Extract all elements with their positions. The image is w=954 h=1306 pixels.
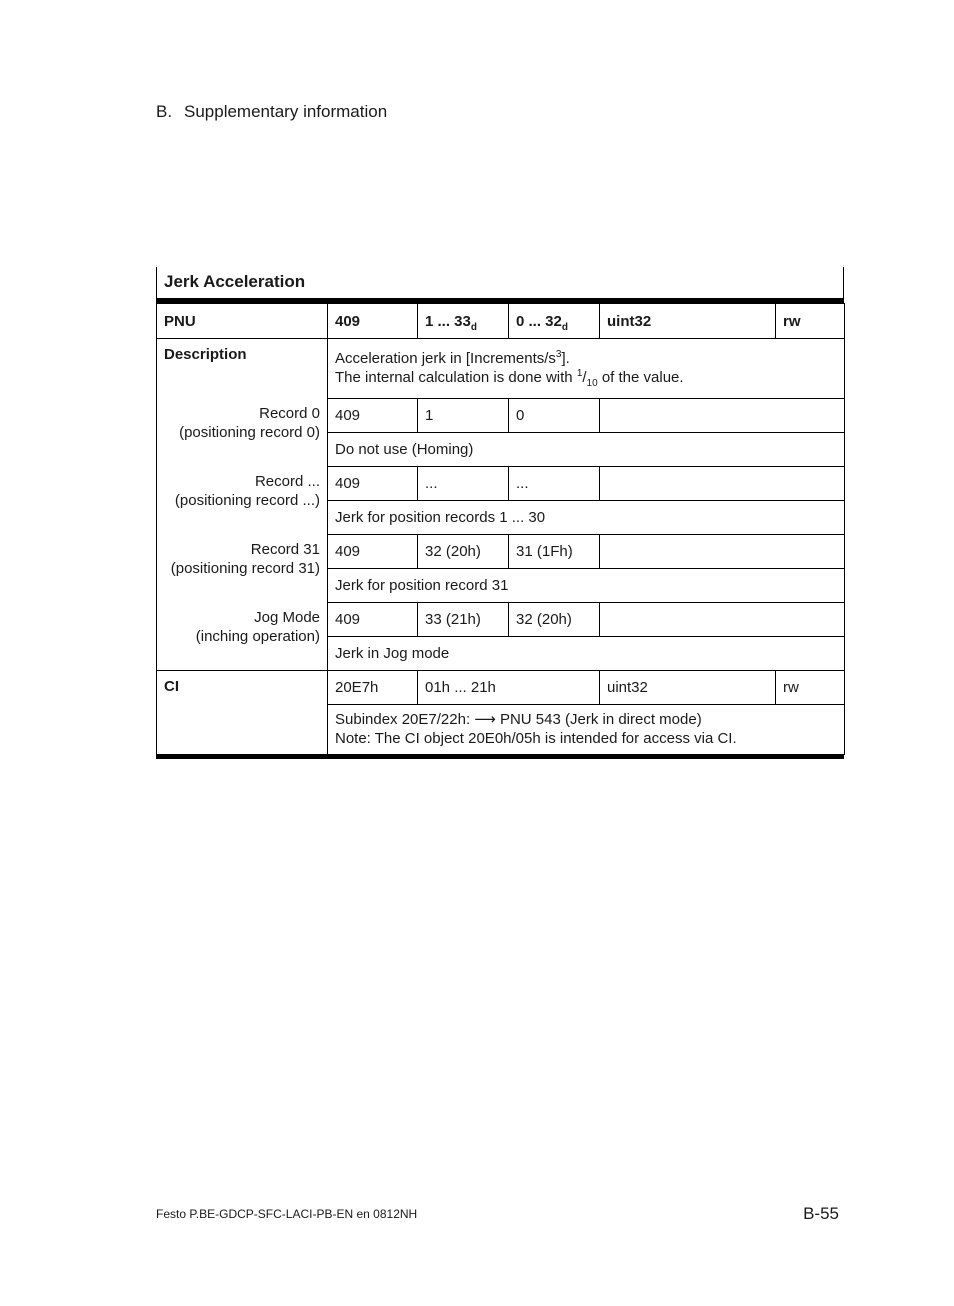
record-array: ... xyxy=(509,466,600,500)
record-empty xyxy=(600,398,845,432)
record-array: 32 (20h) xyxy=(509,602,600,636)
parameter-table xyxy=(156,267,844,759)
footer-doc-id: Festo P.BE-GDCP-SFC-LACI-PB-EN en 0812NH xyxy=(156,1207,418,1221)
record-row xyxy=(157,602,845,636)
table-title: Jerk Acceleration xyxy=(156,267,844,303)
record-label: Record ... (positioning record ...) xyxy=(157,466,328,534)
description-text: Acceleration jerk in $[Increments/s^3]$. The internal calculation is done with $^1/_{10}$ of the value. xyxy=(328,339,845,399)
section-header xyxy=(156,102,387,122)
ci-label: CI xyxy=(157,670,328,754)
description-label: Description xyxy=(157,339,328,399)
record-array: 0 xyxy=(509,398,600,432)
ci-note: Subindex 20E7/22h: ⟶ PNU 543 (Jerk in direct mode) Note: The CI object 20E0h/05h is intended for access via CI. xyxy=(328,704,845,754)
ci-access: rw xyxy=(776,670,845,704)
ci-subindex: 01h ... 21h xyxy=(418,670,600,704)
record-row xyxy=(157,398,845,432)
record-pnu: 409 xyxy=(328,466,418,500)
record-label: Record 0 (positioning record 0) xyxy=(157,398,328,466)
access-mode: rw xyxy=(776,304,845,339)
record-label: Jog Mode (inching operation) xyxy=(157,602,328,670)
description-row xyxy=(157,339,845,399)
record-pnu: 409 xyxy=(328,602,418,636)
record-subindex: 1 xyxy=(418,398,509,432)
record-empty xyxy=(600,466,845,500)
section-title: Supplementary information xyxy=(184,102,388,121)
record-label: Record 31 (positioning record 31) xyxy=(157,534,328,602)
record-empty xyxy=(600,534,845,568)
table-bottom-rule xyxy=(156,755,844,759)
record-note: Do not use (Homing) xyxy=(328,432,845,466)
footer-page-number: B-55 xyxy=(803,1204,839,1223)
record-pnu: 409 xyxy=(328,534,418,568)
record-pnu: 409 xyxy=(328,398,418,432)
record-note: Jerk for position record 31 xyxy=(328,568,845,602)
record-array: 31 (1Fh) xyxy=(509,534,600,568)
record-empty xyxy=(600,602,845,636)
record-row xyxy=(157,534,845,568)
ci-row xyxy=(157,670,845,704)
record-subindex: ... xyxy=(418,466,509,500)
section-number: B. xyxy=(156,102,173,121)
subindex-range: 1 ... $33_d$ xyxy=(418,304,509,339)
array-range: 0 ... $32_d$ xyxy=(509,304,600,339)
data-type: uint32 xyxy=(600,304,776,339)
ci-type: uint32 xyxy=(600,670,776,704)
record-subindex: 33 (21h) xyxy=(418,602,509,636)
record-subindex: 32 (20h) xyxy=(418,534,509,568)
record-note: Jerk for position records 1 ... 30 xyxy=(328,500,845,534)
pnu-value: 409 xyxy=(328,304,418,339)
ci-index: 20E7h xyxy=(328,670,418,704)
record-note: Jerk in Jog mode xyxy=(328,636,845,670)
pnu-row xyxy=(157,304,845,339)
pnu-label: PNU xyxy=(157,304,328,339)
record-row xyxy=(157,466,845,500)
